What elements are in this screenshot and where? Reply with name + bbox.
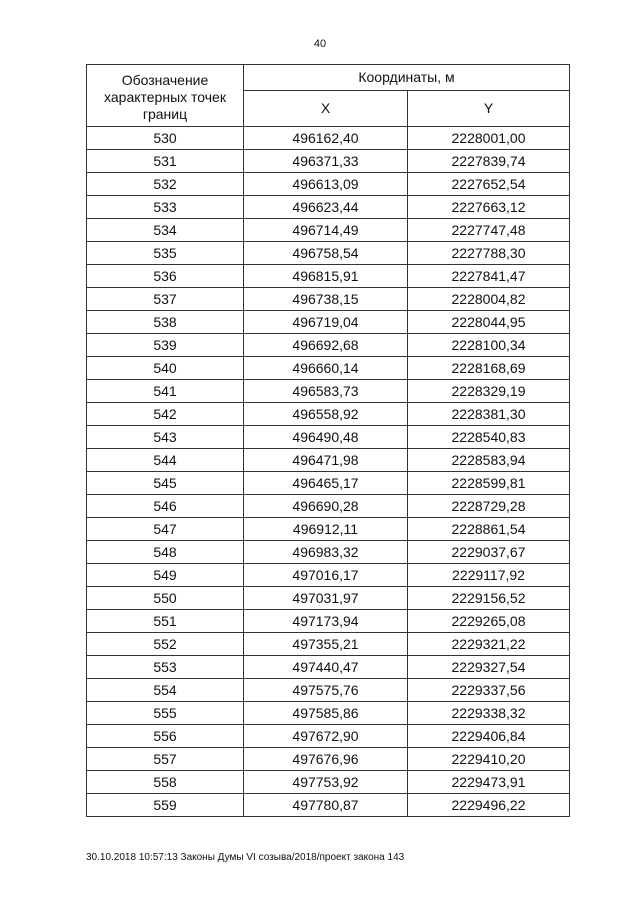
cell-x-coordinate: 496815,91 xyxy=(244,265,408,288)
table-row xyxy=(87,518,570,541)
cell-point-number: 552 xyxy=(87,633,244,656)
cell-y-coordinate: 2229037,67 xyxy=(408,541,570,564)
cell-x-coordinate: 496623,44 xyxy=(244,196,408,219)
cell-y-coordinate: 2229338,32 xyxy=(408,702,570,725)
cell-point-number: 548 xyxy=(87,541,244,564)
header-x: X xyxy=(244,90,408,126)
cell-y-coordinate: 2227788,30 xyxy=(408,242,570,265)
table-row xyxy=(87,357,570,380)
cell-y-coordinate: 2229473,91 xyxy=(408,771,570,794)
cell-x-coordinate: 496692,68 xyxy=(244,334,408,357)
header-point-designation: Обозначение характерных точек границ xyxy=(87,65,244,127)
cell-point-number: 549 xyxy=(87,564,244,587)
table-row xyxy=(87,196,570,219)
cell-y-coordinate: 2227747,48 xyxy=(408,219,570,242)
table-row xyxy=(87,265,570,288)
cell-point-number: 550 xyxy=(87,587,244,610)
cell-y-coordinate: 2228168,69 xyxy=(408,357,570,380)
cell-y-coordinate: 2229410,20 xyxy=(408,748,570,771)
table-row xyxy=(87,380,570,403)
cell-x-coordinate: 496690,28 xyxy=(244,495,408,518)
cell-y-coordinate: 2228329,19 xyxy=(408,380,570,403)
cell-point-number: 556 xyxy=(87,725,244,748)
cell-y-coordinate: 2227663,12 xyxy=(408,196,570,219)
table-row xyxy=(87,127,570,150)
cell-x-coordinate: 496371,33 xyxy=(244,150,408,173)
table-row xyxy=(87,794,570,817)
cell-x-coordinate: 496983,32 xyxy=(244,541,408,564)
cell-y-coordinate: 2229156,52 xyxy=(408,587,570,610)
cell-x-coordinate: 496162,40 xyxy=(244,127,408,150)
cell-y-coordinate: 2228599,81 xyxy=(408,472,570,495)
cell-x-coordinate: 496613,09 xyxy=(244,173,408,196)
cell-x-coordinate: 496583,73 xyxy=(244,380,408,403)
cell-x-coordinate: 497031,97 xyxy=(244,587,408,610)
cell-point-number: 559 xyxy=(87,794,244,817)
cell-point-number: 553 xyxy=(87,656,244,679)
cell-x-coordinate: 496714,49 xyxy=(244,219,408,242)
cell-point-number: 544 xyxy=(87,449,244,472)
cell-x-coordinate: 497780,87 xyxy=(244,794,408,817)
table-row xyxy=(87,449,570,472)
cell-point-number: 534 xyxy=(87,219,244,242)
cell-x-coordinate: 497676,96 xyxy=(244,748,408,771)
cell-y-coordinate: 2229321,22 xyxy=(408,633,570,656)
table-row xyxy=(87,311,570,334)
cell-y-coordinate: 2227652,54 xyxy=(408,173,570,196)
cell-x-coordinate: 496490,48 xyxy=(244,426,408,449)
cell-y-coordinate: 2228001,00 xyxy=(408,127,570,150)
cell-point-number: 530 xyxy=(87,127,244,150)
cell-y-coordinate: 2228583,94 xyxy=(408,449,570,472)
table-row xyxy=(87,472,570,495)
table-row xyxy=(87,633,570,656)
cell-x-coordinate: 496465,17 xyxy=(244,472,408,495)
header-y: Y xyxy=(408,90,570,126)
cell-x-coordinate: 497440,47 xyxy=(244,656,408,679)
cell-y-coordinate: 2227839,74 xyxy=(408,150,570,173)
table-row xyxy=(87,495,570,518)
cell-point-number: 540 xyxy=(87,357,244,380)
cell-point-number: 538 xyxy=(87,311,244,334)
cell-y-coordinate: 2229406,84 xyxy=(408,725,570,748)
header-coordinates: Координаты, м xyxy=(244,65,570,91)
table-row xyxy=(87,564,570,587)
cell-point-number: 546 xyxy=(87,495,244,518)
cell-y-coordinate: 2228540,83 xyxy=(408,426,570,449)
cell-x-coordinate: 496660,14 xyxy=(244,357,408,380)
cell-x-coordinate: 496558,92 xyxy=(244,403,408,426)
table-row xyxy=(87,748,570,771)
table-row xyxy=(87,771,570,794)
table-row xyxy=(87,242,570,265)
cell-point-number: 545 xyxy=(87,472,244,495)
cell-y-coordinate: 2228004,82 xyxy=(408,288,570,311)
cell-y-coordinate: 2229327,54 xyxy=(408,656,570,679)
cell-y-coordinate: 2228100,34 xyxy=(408,334,570,357)
cell-point-number: 557 xyxy=(87,748,244,771)
cell-point-number: 537 xyxy=(87,288,244,311)
cell-y-coordinate: 2228381,30 xyxy=(408,403,570,426)
cell-point-number: 554 xyxy=(87,679,244,702)
cell-x-coordinate: 496758,54 xyxy=(244,242,408,265)
cell-x-coordinate: 497753,92 xyxy=(244,771,408,794)
cell-point-number: 536 xyxy=(87,265,244,288)
cell-y-coordinate: 2228044,95 xyxy=(408,311,570,334)
table-row xyxy=(87,725,570,748)
cell-y-coordinate: 2228729,28 xyxy=(408,495,570,518)
cell-x-coordinate: 496738,15 xyxy=(244,288,408,311)
cell-point-number: 558 xyxy=(87,771,244,794)
cell-point-number: 532 xyxy=(87,173,244,196)
cell-y-coordinate: 2229496,22 xyxy=(408,794,570,817)
table-row xyxy=(87,541,570,564)
table-row xyxy=(87,426,570,449)
cell-y-coordinate: 2229117,92 xyxy=(408,564,570,587)
table-row xyxy=(87,610,570,633)
cell-point-number: 551 xyxy=(87,610,244,633)
cell-x-coordinate: 496912,11 xyxy=(244,518,408,541)
cell-point-number: 533 xyxy=(87,196,244,219)
cell-point-number: 555 xyxy=(87,702,244,725)
cell-y-coordinate: 2227841,47 xyxy=(408,265,570,288)
cell-x-coordinate: 497575,76 xyxy=(244,679,408,702)
table-row xyxy=(87,679,570,702)
table-row xyxy=(87,656,570,679)
cell-x-coordinate: 497355,21 xyxy=(244,633,408,656)
cell-point-number: 531 xyxy=(87,150,244,173)
cell-y-coordinate: 2228861,54 xyxy=(408,518,570,541)
table-row xyxy=(87,403,570,426)
cell-x-coordinate: 496471,98 xyxy=(244,449,408,472)
cell-x-coordinate: 497585,86 xyxy=(244,702,408,725)
table-row xyxy=(87,173,570,196)
cell-y-coordinate: 2229337,56 xyxy=(408,679,570,702)
table-row xyxy=(87,702,570,725)
cell-point-number: 543 xyxy=(87,426,244,449)
cell-x-coordinate: 497016,17 xyxy=(244,564,408,587)
page-number: 40 xyxy=(313,38,327,50)
cell-point-number: 542 xyxy=(87,403,244,426)
table-row xyxy=(87,150,570,173)
cell-point-number: 535 xyxy=(87,242,244,265)
table-row xyxy=(87,334,570,357)
cell-point-number: 539 xyxy=(87,334,244,357)
cell-point-number: 541 xyxy=(87,380,244,403)
cell-y-coordinate: 2229265,08 xyxy=(408,610,570,633)
coordinates-table xyxy=(86,64,570,817)
footer-document-stamp: 30.10.2018 10:57:13 Законы Думы VI созыва/2018/проект закона 143 xyxy=(86,852,405,863)
cell-x-coordinate: 496719,04 xyxy=(244,311,408,334)
table-row xyxy=(87,219,570,242)
cell-point-number: 547 xyxy=(87,518,244,541)
cell-x-coordinate: 497173,94 xyxy=(244,610,408,633)
cell-x-coordinate: 497672,90 xyxy=(244,725,408,748)
table-body xyxy=(87,127,570,817)
table-row xyxy=(87,288,570,311)
table-row xyxy=(87,587,570,610)
